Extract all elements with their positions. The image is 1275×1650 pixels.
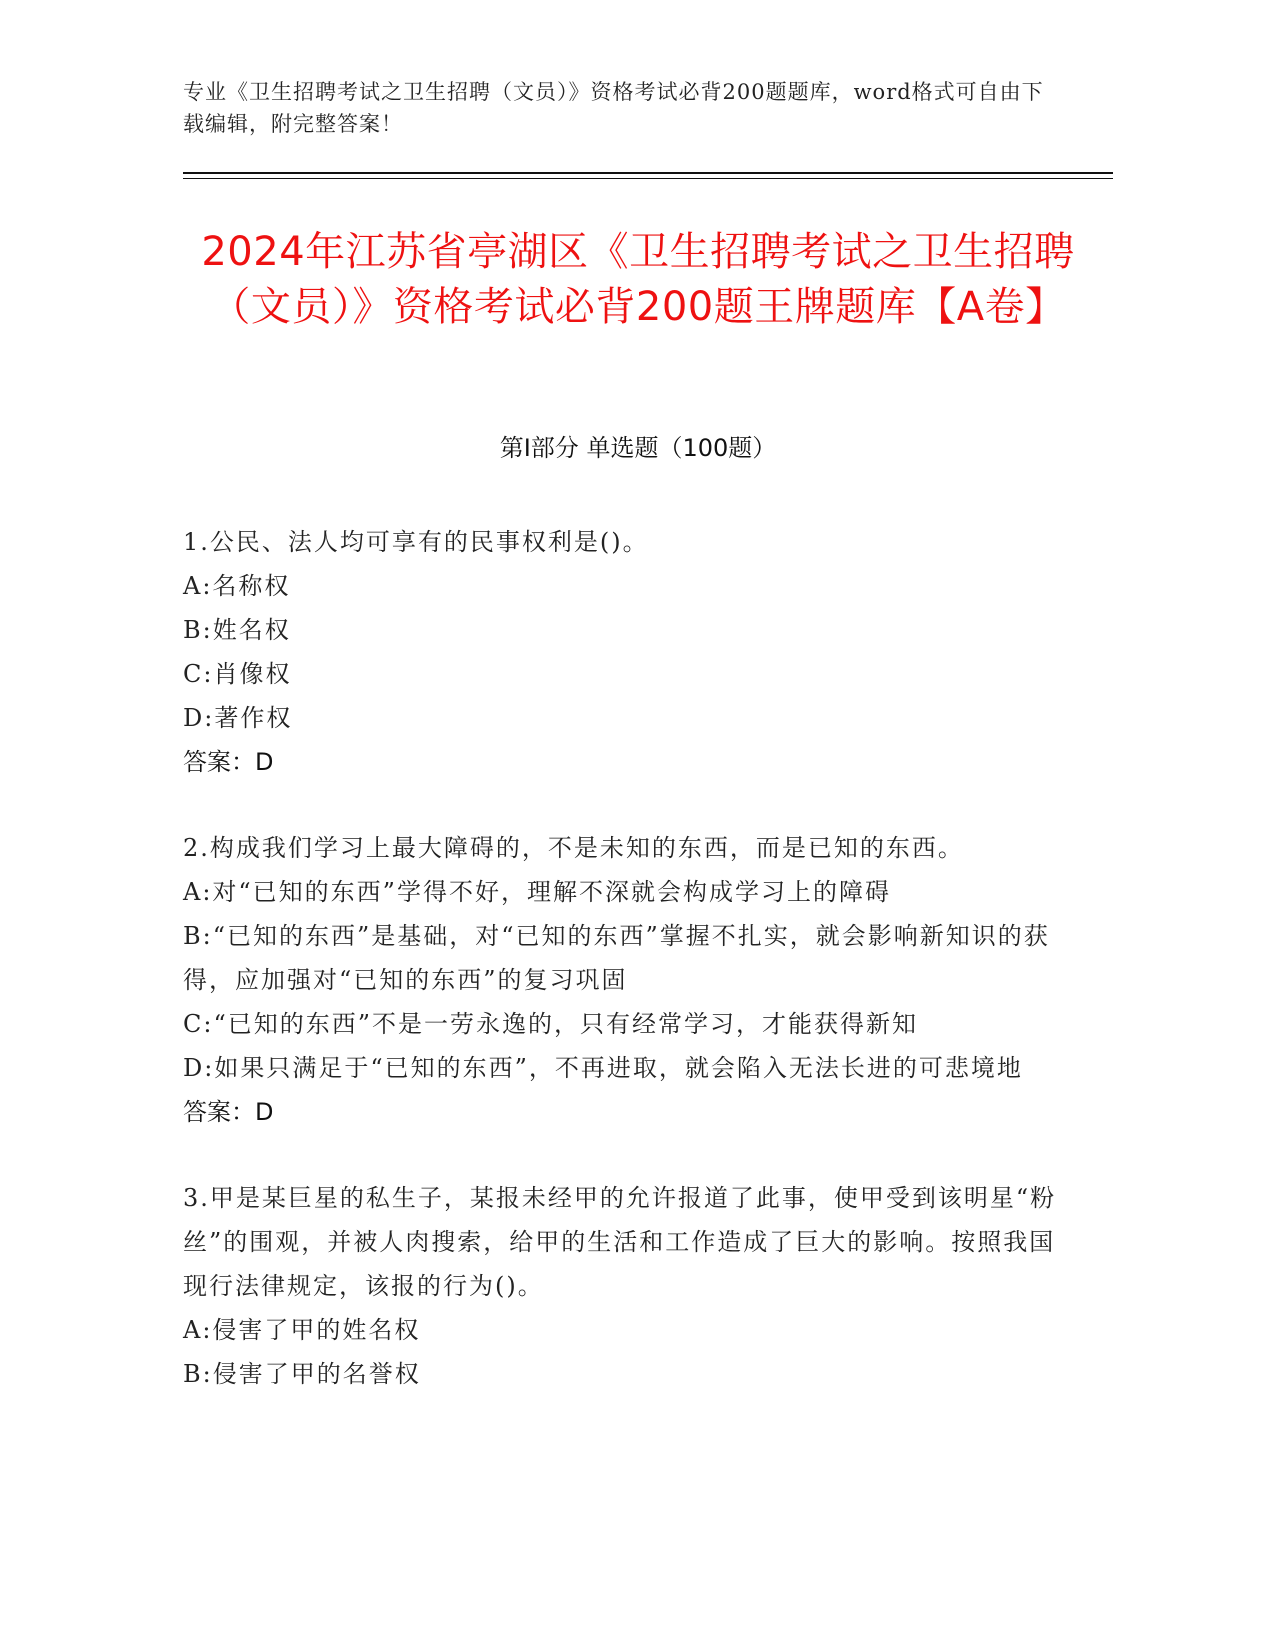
option-a: A:对“已知的东西”学得不好，理解不深就会构成学习上的障碍 (183, 878, 891, 906)
option-d: D:如果只满足于“已知的东西”，不再进取，就会陷入无法长进的可悲境地 (183, 1054, 1023, 1082)
document-title: 2024年江苏省亭湖区《卫生招聘考试之卫生招聘（文员）》资格考试必背200题王牌题库【A卷】 (201, 229, 1075, 330)
question-stem: 1.公民、法人均可享有的民事权利是()。 (183, 528, 649, 556)
answer: 答案：D (183, 1098, 274, 1126)
question-stem: 2.构成我们学习上最大障碍的，不是未知的东西，而是已知的东西。 (183, 834, 964, 862)
header-note: 专业《卫生招聘考试之卫生招聘（文员）》资格考试必背200题题库，word格式可自由下载编辑，附完整答案！ (183, 80, 1044, 136)
option-a: A:名称权 (183, 572, 291, 600)
option-d: D:著作权 (183, 704, 293, 732)
header-rule-thin (183, 178, 1113, 179)
header-rule-thick (183, 172, 1113, 174)
option-c: C:肖像权 (183, 660, 292, 688)
question-2 (183, 826, 1063, 1134)
option-a: A:侵害了甲的姓名权 (183, 1316, 421, 1344)
option-b: B:“已知的东西”是基础，对“已知的东西”掌握不扎实，就会影响新知识的获得，应加强对“已知的东西”的复习巩固 (183, 922, 1050, 994)
option-b: B:姓名权 (183, 616, 291, 644)
section-title: 第Ⅰ部分 单选题（100题） (499, 434, 777, 462)
option-b: B:侵害了甲的名誉权 (183, 1360, 421, 1388)
answer: 答案：D (183, 748, 274, 776)
option-c: C:“已知的东西”不是一劳永逸的，只有经常学习，才能获得新知 (183, 1010, 918, 1038)
question-list (183, 520, 1063, 1438)
question-1 (183, 520, 1063, 784)
question-stem: 3.甲是某巨星的私生子，某报未经甲的允许报道了此事，使甲受到该明星“粉丝”的围观，并被人肉搜索，给甲的生活和工作造成了巨大的影响。按照我国现行法律规定，该报的行为()。 (183, 1184, 1057, 1300)
question-3 (183, 1176, 1063, 1396)
